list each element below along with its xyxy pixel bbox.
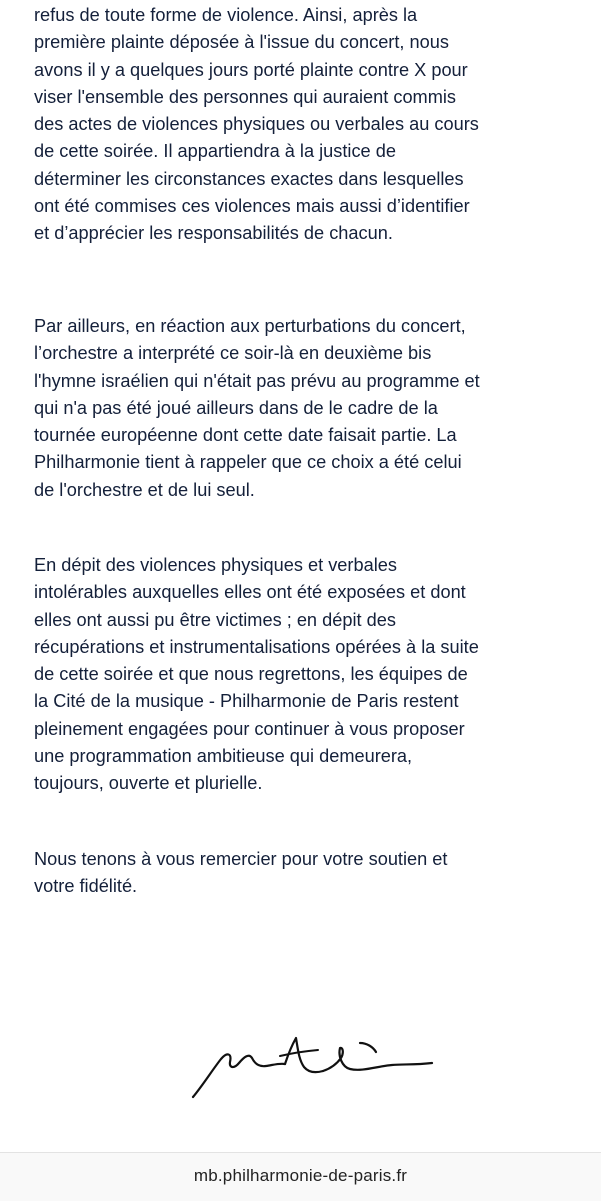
paragraph-orchestra-anthem bbox=[34, 313, 480, 504]
text-line: de l'orchestre et de lui seul. bbox=[34, 479, 255, 500]
text-line: première plainte déposée à l'issue du concert, nous bbox=[34, 32, 449, 53]
text-line: une programmation ambitieuse qui demeurera, bbox=[34, 746, 413, 767]
text-line: des actes de violences physiques ou verbales au cours bbox=[34, 114, 479, 135]
text-line: l'hymne israélien qui n'était pas prévu au programme et bbox=[34, 370, 480, 391]
text-line: votre fidélité. bbox=[34, 876, 138, 897]
text-line: de cette soirée et que nous regrettons, les équipes de bbox=[34, 664, 468, 685]
paragraph-teams-commitment bbox=[34, 552, 479, 798]
text-line: viser l'ensemble des personnes qui auraient commis bbox=[34, 86, 456, 107]
text-line: qui n'a pas été joué ailleurs dans de le cadre de la bbox=[34, 397, 438, 418]
text-line: intolérables auxquelles elles ont été exposées et dont bbox=[34, 582, 466, 603]
text-line: Nous tenons à vous remercier pour votre soutien et bbox=[34, 849, 448, 869]
text-line: elles ont aussi pu être victimes ; en dépit des bbox=[34, 609, 396, 630]
text-line: toujours, ouverte et plurielle. bbox=[34, 773, 263, 794]
text-line: la Cité de la musique - Philharmonie de Paris restent bbox=[34, 691, 459, 712]
text-line: refus de toute forme de violence. Ainsi, après la bbox=[34, 5, 418, 25]
footer-bar bbox=[0, 1152, 601, 1201]
text-line: Par ailleurs, en réaction aux perturbations du concert, bbox=[34, 316, 466, 336]
text-line: de cette soirée. Il appartiendra à la justice de bbox=[34, 141, 396, 162]
text-line: l’orchestre a interprété ce soir-là en deuxième bis bbox=[34, 343, 432, 364]
text-line: déterminer les circonstances exactes dans lesquelles bbox=[34, 168, 464, 189]
text-line: récupérations et instrumentalisations opérées à la suite bbox=[34, 636, 479, 657]
text-line: avons il y a quelques jours porté plainte contre X pour bbox=[34, 59, 468, 80]
source-url-link[interactable]: mb.philharmonie-de-paris.fr bbox=[193, 1166, 408, 1185]
text-line: et d’apprécier les responsabilités de chacun. bbox=[34, 223, 393, 244]
text-line: En dépit des violences physiques et verbales bbox=[34, 555, 397, 575]
text-line: tournée européenne dont cette date faisait partie. La bbox=[34, 425, 457, 446]
paragraph-legal-action bbox=[34, 2, 479, 248]
text-line: ont été commises ces violences mais aussi d’identifier bbox=[34, 196, 470, 217]
text-line: pleinement engagées pour continuer à vous proposer bbox=[34, 718, 465, 739]
text-line: Philharmonie tient à rappeler que ce choix a été celui bbox=[34, 452, 462, 473]
signature-icon bbox=[185, 1025, 450, 1105]
paragraph-thanks bbox=[34, 846, 447, 901]
